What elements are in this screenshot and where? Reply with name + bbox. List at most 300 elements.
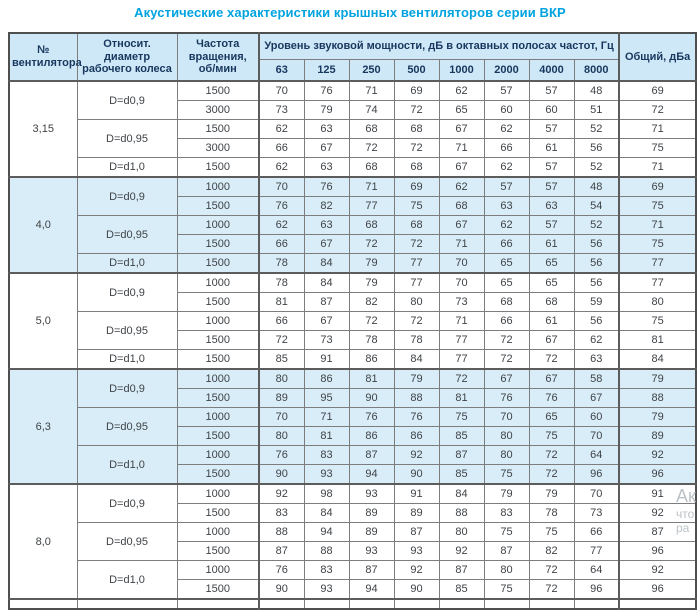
spl-value-cell: 72 (439, 369, 484, 389)
spl-value-cell: 67 (439, 120, 484, 139)
spl-value-cell: 76 (304, 177, 349, 197)
spl-value-cell: 67 (484, 369, 529, 389)
spl-value-cell: 67 (574, 389, 619, 408)
spl-value-cell: 76 (529, 389, 574, 408)
spl-value-cell: 93 (304, 580, 349, 600)
spl-value-cell: 68 (394, 158, 439, 178)
total-cell: 71 (619, 158, 696, 178)
header-frequency: 500 (394, 60, 439, 82)
spl-value-cell: 62 (484, 120, 529, 139)
spl-value-cell: 75 (484, 580, 529, 600)
spl-value-cell: 74 (349, 101, 394, 120)
rpm-cell: 1000 (177, 561, 259, 580)
spl-value-cell: 63 (304, 158, 349, 178)
spl-value-cell: 66 (484, 235, 529, 254)
total-cell: 88 (619, 389, 696, 408)
spl-value-cell: 89 (394, 504, 439, 523)
header-frequency: 1000 (439, 60, 484, 82)
rpm-cell: 1500 (177, 389, 259, 408)
rpm-cell: 1500 (177, 427, 259, 446)
fan-number-cell: 8,0 (9, 484, 77, 599)
spl-value-cell: 79 (349, 273, 394, 293)
spl-value-cell: 80 (439, 523, 484, 542)
spl-value-cell: 73 (439, 293, 484, 312)
spl-value-cell: 70 (574, 427, 619, 446)
spl-value-cell: 56 (574, 139, 619, 158)
spl-value-cell: 62 (259, 158, 304, 178)
rpm-cell: 1000 (177, 446, 259, 465)
spl-value-cell: 93 (394, 542, 439, 561)
clipped-cell (259, 599, 304, 609)
spl-value-cell: 68 (349, 216, 394, 235)
spl-value-cell: 87 (484, 542, 529, 561)
table-row (9, 312, 696, 331)
spl-value-cell: 80 (484, 427, 529, 446)
spl-value-cell: 68 (394, 120, 439, 139)
total-cell: 75 (619, 312, 696, 331)
rpm-cell: 1000 (177, 177, 259, 197)
diameter-cell: D=d0,95 (77, 120, 177, 158)
spl-value-cell: 73 (259, 101, 304, 120)
fan-number-cell: 6,3 (9, 369, 77, 484)
spl-value-cell: 65 (529, 254, 574, 274)
spl-value-cell: 52 (574, 158, 619, 178)
header-fan-no: № вентилятора (9, 33, 77, 81)
rpm-cell: 1000 (177, 312, 259, 331)
spl-value-cell: 63 (529, 197, 574, 216)
spl-value-cell: 93 (349, 542, 394, 561)
spl-value-cell: 81 (439, 389, 484, 408)
spl-value-cell: 76 (349, 408, 394, 427)
diameter-cell: D=d1,0 (77, 350, 177, 370)
spl-value-cell: 89 (349, 504, 394, 523)
spl-value-cell: 72 (529, 446, 574, 465)
spl-value-cell: 65 (439, 101, 484, 120)
spl-value-cell: 72 (349, 235, 394, 254)
total-cell: 69 (619, 81, 696, 101)
spl-value-cell: 68 (439, 197, 484, 216)
spl-value-cell: 66 (484, 139, 529, 158)
spl-value-cell: 75 (484, 523, 529, 542)
spl-value-cell: 66 (574, 523, 619, 542)
spl-value-cell: 70 (259, 177, 304, 197)
spl-value-cell: 86 (349, 350, 394, 370)
diameter-cell: D=d0,9 (77, 81, 177, 120)
spl-value-cell: 87 (439, 561, 484, 580)
spl-value-cell: 68 (529, 293, 574, 312)
rpm-cell: 1500 (177, 465, 259, 485)
spl-value-cell: 68 (484, 293, 529, 312)
page (0, 5, 700, 595)
clipped-row (9, 599, 696, 609)
table-row (9, 446, 696, 465)
spl-value-cell: 82 (304, 197, 349, 216)
spl-value-cell: 72 (349, 312, 394, 331)
total-cell: 92 (619, 446, 696, 465)
spl-value-cell: 89 (349, 523, 394, 542)
spl-value-cell: 80 (484, 561, 529, 580)
spl-value-cell: 72 (529, 350, 574, 370)
spl-value-cell: 94 (349, 580, 394, 600)
spl-value-cell: 57 (484, 177, 529, 197)
spl-value-cell: 70 (259, 81, 304, 101)
total-cell: 89 (619, 427, 696, 446)
spl-value-cell: 90 (349, 389, 394, 408)
spl-value-cell: 68 (349, 158, 394, 178)
diameter-cell: D=d0,95 (77, 312, 177, 350)
spl-value-cell: 84 (394, 350, 439, 370)
spl-value-cell: 65 (529, 408, 574, 427)
spl-value-cell: 78 (529, 504, 574, 523)
page-title: Акустические характеристики крышных вентиляторов серии ВКР (134, 5, 566, 20)
table-row (9, 177, 696, 197)
total-cell: 84 (619, 350, 696, 370)
spl-value-cell: 83 (259, 504, 304, 523)
spl-value-cell: 63 (484, 197, 529, 216)
spl-value-cell: 78 (349, 331, 394, 350)
spl-value-cell: 72 (394, 235, 439, 254)
spl-value-cell: 90 (394, 465, 439, 485)
spl-value-cell: 65 (484, 273, 529, 293)
diameter-cell: D=d0,9 (77, 273, 177, 312)
spl-value-cell: 62 (259, 120, 304, 139)
rpm-cell: 1500 (177, 235, 259, 254)
total-cell: 81 (619, 331, 696, 350)
clipped-cell (349, 599, 394, 609)
spl-value-cell: 57 (529, 177, 574, 197)
spl-value-cell: 57 (529, 120, 574, 139)
total-cell: 71 (619, 216, 696, 235)
spl-value-cell: 65 (529, 273, 574, 293)
header-row-top (9, 33, 696, 60)
clipped-cell (529, 599, 574, 609)
spl-value-cell: 57 (484, 81, 529, 101)
rpm-cell: 1000 (177, 484, 259, 504)
spl-value-cell: 90 (394, 580, 439, 600)
watermark-line: Ак (676, 486, 696, 506)
spl-value-cell: 75 (529, 523, 574, 542)
total-cell: 69 (619, 177, 696, 197)
fan-number-cell: 5,0 (9, 273, 77, 369)
spl-value-cell: 89 (259, 389, 304, 408)
spl-value-cell: 69 (394, 81, 439, 101)
rpm-cell: 1500 (177, 331, 259, 350)
table-row (9, 350, 696, 370)
spl-value-cell: 86 (394, 427, 439, 446)
rpm-cell: 1500 (177, 158, 259, 178)
spl-value-cell: 87 (304, 293, 349, 312)
spl-value-cell: 92 (439, 542, 484, 561)
spl-value-cell: 84 (304, 273, 349, 293)
total-cell: 75 (619, 235, 696, 254)
clipped-cell (394, 599, 439, 609)
watermark-line: ра (676, 521, 690, 535)
spl-value-cell: 72 (484, 350, 529, 370)
spl-value-cell: 62 (484, 216, 529, 235)
spl-value-cell: 88 (304, 542, 349, 561)
spl-value-cell: 76 (304, 81, 349, 101)
spl-value-cell: 60 (529, 101, 574, 120)
header-frequency: 4000 (529, 60, 574, 82)
total-cell: 75 (619, 139, 696, 158)
spl-value-cell: 56 (574, 235, 619, 254)
spl-value-cell: 48 (574, 81, 619, 101)
spl-value-cell: 73 (574, 504, 619, 523)
spl-value-cell: 70 (439, 254, 484, 274)
spl-value-cell: 96 (574, 465, 619, 485)
spl-value-cell: 70 (574, 484, 619, 504)
spl-value-cell: 95 (304, 389, 349, 408)
spl-value-cell: 75 (394, 197, 439, 216)
spl-value-cell: 72 (349, 139, 394, 158)
spl-value-cell: 79 (304, 101, 349, 120)
spl-value-cell: 67 (529, 331, 574, 350)
table-row (9, 484, 696, 504)
spl-value-cell: 85 (439, 580, 484, 600)
spl-value-cell: 72 (394, 101, 439, 120)
spl-value-cell: 66 (259, 139, 304, 158)
watermark-line: что (676, 507, 695, 521)
spl-value-cell: 67 (529, 369, 574, 389)
spl-value-cell: 80 (394, 293, 439, 312)
spl-value-cell: 77 (394, 254, 439, 274)
spl-value-cell: 67 (304, 312, 349, 331)
spl-value-cell: 78 (259, 254, 304, 274)
total-cell: 71 (619, 120, 696, 139)
spl-value-cell: 70 (439, 273, 484, 293)
watermark (676, 487, 696, 534)
spl-value-cell: 88 (394, 389, 439, 408)
spl-value-cell: 87 (439, 446, 484, 465)
diameter-cell: D=d1,0 (77, 254, 177, 274)
spl-value-cell: 77 (394, 273, 439, 293)
header-spl-group: Уровень звуковой мощности, дБ в октавных полосах частот, Гц (259, 33, 619, 60)
spl-value-cell: 57 (529, 216, 574, 235)
spl-value-cell: 92 (394, 446, 439, 465)
total-cell: 72 (619, 101, 696, 120)
spl-value-cell: 60 (484, 101, 529, 120)
spl-value-cell: 76 (394, 408, 439, 427)
spl-value-cell: 56 (574, 273, 619, 293)
spl-value-cell: 68 (349, 120, 394, 139)
spl-value-cell: 87 (349, 561, 394, 580)
spl-value-cell: 72 (394, 312, 439, 331)
spl-value-cell: 48 (574, 177, 619, 197)
fan-number-cell: 4,0 (9, 177, 77, 273)
table-row (9, 120, 696, 139)
spl-value-cell: 71 (439, 312, 484, 331)
rpm-cell: 1000 (177, 216, 259, 235)
header-frequency: 63 (259, 60, 304, 82)
spl-value-cell: 56 (574, 254, 619, 274)
spl-value-cell: 81 (349, 369, 394, 389)
spl-value-cell: 72 (259, 331, 304, 350)
clipped-cell (484, 599, 529, 609)
spl-value-cell: 59 (574, 293, 619, 312)
spl-value-cell: 75 (484, 465, 529, 485)
spl-value-cell: 62 (439, 177, 484, 197)
spl-value-cell: 98 (304, 484, 349, 504)
spl-value-cell: 72 (529, 561, 574, 580)
rpm-cell: 1500 (177, 254, 259, 274)
spl-value-cell: 60 (574, 408, 619, 427)
table-row (9, 273, 696, 293)
spl-value-cell: 78 (394, 331, 439, 350)
spl-value-cell: 71 (349, 81, 394, 101)
total-cell: 92 (619, 561, 696, 580)
spl-value-cell: 85 (439, 427, 484, 446)
spl-value-cell: 82 (529, 542, 574, 561)
spl-value-cell: 87 (349, 446, 394, 465)
spl-value-cell: 83 (304, 561, 349, 580)
clipped-cell (9, 599, 77, 609)
clipped-cell (177, 599, 259, 609)
spl-value-cell: 80 (259, 369, 304, 389)
spl-value-cell: 57 (529, 81, 574, 101)
table-row (9, 254, 696, 274)
spl-value-cell: 87 (259, 542, 304, 561)
rpm-cell: 1500 (177, 542, 259, 561)
rpm-cell: 1500 (177, 504, 259, 523)
diameter-cell: D=d0,9 (77, 177, 177, 216)
spl-value-cell: 86 (304, 369, 349, 389)
spl-value-cell: 61 (529, 235, 574, 254)
spl-value-cell: 52 (574, 216, 619, 235)
spl-value-cell: 66 (259, 312, 304, 331)
diameter-cell: D=d1,0 (77, 561, 177, 600)
spl-value-cell: 67 (439, 216, 484, 235)
diameter-cell: D=d0,9 (77, 484, 177, 523)
spl-value-cell: 81 (259, 293, 304, 312)
spl-value-cell: 79 (394, 369, 439, 389)
rpm-cell: 1500 (177, 293, 259, 312)
rpm-cell: 1000 (177, 369, 259, 389)
spl-value-cell: 61 (529, 312, 574, 331)
spl-value-cell: 85 (259, 350, 304, 370)
table-row (9, 81, 696, 101)
spl-value-cell: 66 (484, 312, 529, 331)
clipped-cell (77, 599, 177, 609)
header-frequency: 250 (349, 60, 394, 82)
spl-value-cell: 76 (259, 446, 304, 465)
spl-value-cell: 91 (304, 350, 349, 370)
spl-value-cell: 79 (484, 484, 529, 504)
spl-value-cell: 63 (304, 120, 349, 139)
total-cell: 96 (619, 542, 696, 561)
table-row (9, 369, 696, 389)
total-cell: 77 (619, 254, 696, 274)
spl-value-cell: 70 (484, 408, 529, 427)
fan-number-cell: 3,15 (9, 81, 77, 177)
diameter-cell: D=d0,95 (77, 216, 177, 254)
total-cell: 75 (619, 197, 696, 216)
spl-value-cell: 72 (529, 465, 574, 485)
spl-value-cell: 84 (304, 504, 349, 523)
rpm-cell: 3000 (177, 139, 259, 158)
spl-value-cell: 77 (439, 331, 484, 350)
total-cell: 96 (619, 465, 696, 485)
rpm-cell: 1500 (177, 120, 259, 139)
spl-value-cell: 80 (259, 427, 304, 446)
spl-value-cell: 82 (349, 293, 394, 312)
total-cell: 79 (619, 408, 696, 427)
spl-value-cell: 70 (259, 408, 304, 427)
spl-value-cell: 75 (439, 408, 484, 427)
total-cell: 77 (619, 273, 696, 293)
total-cell: 91 (619, 484, 696, 504)
spl-value-cell: 77 (574, 542, 619, 561)
spl-value-cell: 81 (304, 427, 349, 446)
spl-value-cell: 75 (529, 427, 574, 446)
diameter-cell: D=d1,0 (77, 446, 177, 485)
rpm-cell: 1500 (177, 197, 259, 216)
total-cell: 79 (619, 369, 696, 389)
spl-value-cell: 65 (484, 254, 529, 274)
spl-value-cell: 58 (574, 369, 619, 389)
spl-value-cell: 96 (574, 580, 619, 600)
spl-value-cell: 76 (259, 561, 304, 580)
spl-value-cell: 56 (574, 312, 619, 331)
header-frequency: 8000 (574, 60, 619, 82)
spl-value-cell: 51 (574, 101, 619, 120)
table-row (9, 158, 696, 178)
spl-value-cell: 90 (259, 465, 304, 485)
spl-value-cell: 87 (394, 523, 439, 542)
rpm-cell: 3000 (177, 101, 259, 120)
table-body (9, 81, 696, 609)
spl-value-cell: 67 (439, 158, 484, 178)
header-frequency: 2000 (484, 60, 529, 82)
spl-value-cell: 72 (484, 331, 529, 350)
table-row (9, 216, 696, 235)
spl-value-cell: 86 (349, 427, 394, 446)
table-row (9, 523, 696, 542)
table-row (9, 561, 696, 580)
spl-value-cell: 72 (394, 139, 439, 158)
spl-value-cell: 76 (259, 197, 304, 216)
clipped-cell (574, 599, 619, 609)
spl-value-cell: 71 (439, 235, 484, 254)
spl-value-cell: 85 (439, 465, 484, 485)
clipped-cell (304, 599, 349, 609)
spl-value-cell: 77 (439, 350, 484, 370)
rpm-cell: 1000 (177, 408, 259, 427)
spl-value-cell: 73 (304, 331, 349, 350)
spl-value-cell: 64 (574, 561, 619, 580)
rpm-cell: 1500 (177, 81, 259, 101)
spl-value-cell: 69 (394, 177, 439, 197)
rpm-cell: 1500 (177, 580, 259, 600)
spl-value-cell: 67 (304, 139, 349, 158)
acoustic-table (8, 32, 697, 610)
spl-value-cell: 62 (484, 158, 529, 178)
spl-value-cell: 93 (349, 484, 394, 504)
diameter-cell: D=d1,0 (77, 158, 177, 178)
spl-value-cell: 71 (439, 139, 484, 158)
spl-value-cell: 71 (349, 177, 394, 197)
spl-value-cell: 88 (259, 523, 304, 542)
spl-value-cell: 79 (349, 254, 394, 274)
spl-value-cell: 54 (574, 197, 619, 216)
rpm-cell: 1000 (177, 273, 259, 293)
header-speed: Частота вращения, об/мин (177, 33, 259, 81)
spl-value-cell: 91 (394, 484, 439, 504)
spl-value-cell: 77 (349, 197, 394, 216)
spl-value-cell: 83 (304, 446, 349, 465)
clipped-cell (619, 599, 696, 609)
spl-value-cell: 79 (529, 484, 574, 504)
diameter-cell: D=d0,95 (77, 408, 177, 446)
